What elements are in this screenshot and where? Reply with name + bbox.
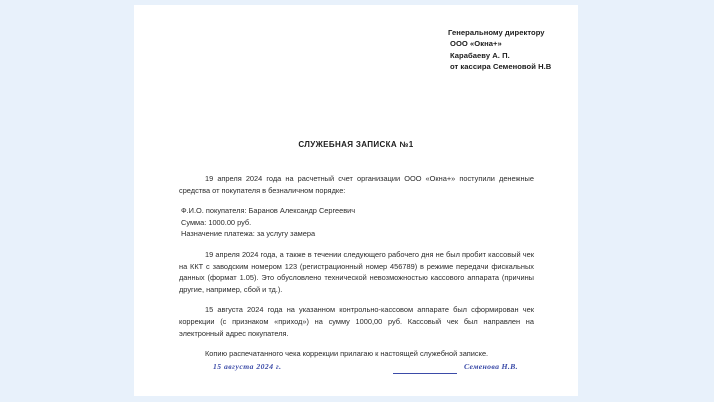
payment-detail-buyer: Ф.И.О. покупателя: Баранов Александр Сергеевич xyxy=(181,206,356,216)
addressee-block xyxy=(448,27,580,73)
page-content xyxy=(134,5,578,396)
document-page xyxy=(134,5,578,396)
body-paragraph-1: 19 апреля 2024 года на расчетный счет организации ООО «Окна+» поступили денежные средства от покупателя в безналичном порядке: xyxy=(179,174,534,195)
signature-row xyxy=(134,362,578,384)
signature-date: 15 августа 2024 г. xyxy=(213,362,282,371)
addressee-line-name: Карабаеву А. П. xyxy=(450,50,510,60)
page-title: СЛУЖЕБНАЯ ЗАПИСКА №1 xyxy=(298,140,414,149)
document-body xyxy=(179,173,534,360)
signature-line xyxy=(393,373,457,374)
signature-name: Семенова Н.В. xyxy=(464,362,518,371)
payment-detail-amount: Сумма: 1000.00 руб. xyxy=(181,217,252,227)
addressee-line-company: ООО «Окна+» xyxy=(450,39,502,49)
body-paragraph-4: Копию распечатанного чека коррекции прилагаю к настоящей служебной записке. xyxy=(205,349,489,359)
body-paragraph-3: 15 августа 2024 года на указанном контрольно-кассовом аппарате был сформирован чек коррекции (с признаком «приход») на сумму 1000,00 руб. Кассовый чек был направлен на электронный адрес покупателя. xyxy=(179,305,534,338)
payment-details xyxy=(179,205,534,240)
addressee-line-sender: от кассира Семеновой Н.В xyxy=(450,62,552,72)
payment-detail-purpose: Назначение платежа: за услугу замера xyxy=(181,229,316,239)
addressee-line-position: Генеральному директору xyxy=(448,28,545,37)
body-paragraph-2: 19 апреля 2024 года, а также в течении следующего рабочего дня не был пробит кассовый чек на ККТ с заводским номером 123 (регистрационный номер 456789) в режиме передачи фискальных данных (формат 1.05). Это обусловлено технической невозможностью кассового аппарата (причины другие, например, сбой и тд.). xyxy=(179,249,534,294)
